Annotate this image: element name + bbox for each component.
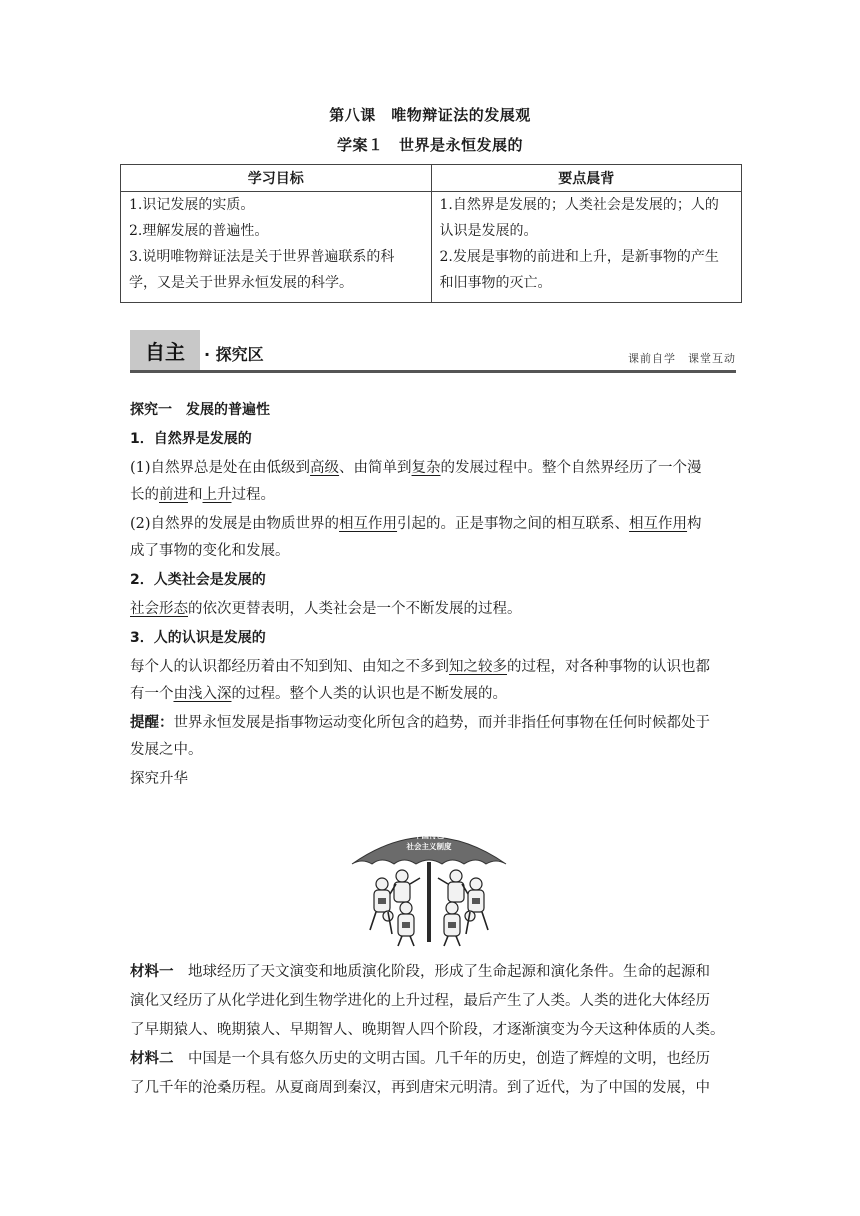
material-1-line — [130, 958, 736, 987]
banner-rule — [130, 370, 736, 373]
learning-goal-item: 2.理解发展的普遍性。 — [129, 223, 269, 239]
text: 和 — [188, 487, 203, 503]
banner-block-label: 自主 — [130, 330, 200, 370]
reminder — [130, 711, 736, 736]
underlined-answer: 相互作用 — [339, 516, 398, 532]
subsection-title-society: 2．人类社会是发展的 — [130, 572, 266, 588]
underlined-answer: 社会形态 — [130, 601, 188, 617]
text: 有一个 — [130, 686, 174, 702]
reminder-cont: 发展之中。 — [130, 742, 203, 758]
text: 长的 — [130, 487, 159, 503]
goals-table-row — [121, 192, 742, 303]
text: 过程。 — [231, 487, 275, 503]
reminder-text: 世界永恒发展是指事物运动变化所包含的趋势，而并非指任何事物在任何时候都处于 — [173, 715, 710, 731]
paragraph-nature-1 — [130, 456, 736, 481]
text: 的依次更替表明，人类社会是一个不断发展的过程。 — [188, 601, 522, 617]
key-points-cell — [431, 192, 742, 303]
lesson-title: 第八课 唯物辩证法的发展观 — [329, 106, 531, 124]
text: 地球经历了天文演变和地质演化阶段，形成了生命起源和演化条件。生命的起源和 — [173, 964, 710, 980]
text: 每个人的认识都经历着由不知到知、由知之不多到 — [130, 659, 449, 675]
case-title: 学案１ 世界是永恒发展的 — [336, 136, 523, 154]
text: 的发展过程中。整个自然界经历了一个漫 — [440, 460, 702, 476]
goals-table-header-row — [121, 165, 742, 192]
paragraph-cognition-cont — [130, 682, 736, 707]
learning-goals-cell — [121, 192, 432, 303]
underlined-answer: 高级 — [310, 460, 340, 476]
text: 、由简单到 — [339, 460, 412, 476]
subsection-title-cognition: 3．人的认识是发展的 — [130, 630, 266, 646]
underlined-answer: 复杂 — [411, 460, 441, 476]
learning-goal-item: 1.识记发展的实质。 — [129, 197, 255, 213]
paragraph-nature-2 — [130, 512, 736, 537]
material-1-line: 了早期猿人、晚期猿人、早期智人、晚期智人四个阶段，才逐渐演变为今天这种体质的人类。 — [130, 1022, 725, 1038]
text: 构 — [687, 516, 702, 532]
umbrella-text-line1: 中国特色 — [414, 831, 444, 840]
paragraph-nature-2-cont: 成了事物的变化和发展。 — [130, 543, 290, 559]
key-point-item: 认识是发展的。 — [439, 223, 538, 239]
umbrella-people-icon — [348, 818, 510, 950]
material-2-label: 材料二 — [130, 1051, 174, 1067]
upgrade-label: 探究升华 — [130, 771, 188, 787]
goals-header-keypoints: 要点晨背 — [431, 165, 742, 192]
underlined-answer: 由浅入深 — [173, 686, 232, 702]
banner-sub-label: · 探究区 — [204, 345, 264, 364]
text: 的过程，对各种事物的认识也都 — [507, 659, 710, 675]
subsection-title-nature: 1．自然界是发展的 — [130, 431, 252, 447]
material-2-line: 了几千年的沧桑历程。从夏商周到秦汉，再到唐宋元明清。到了近代，为了中国的发展，中 — [130, 1080, 710, 1096]
umbrella-text-line2: 社会主义制度 — [406, 842, 452, 851]
key-point-item: 和旧事物的灭亡。 — [439, 275, 552, 291]
section-heading: 探究一 发展的普遍性 — [130, 402, 270, 418]
paragraph-society — [130, 597, 736, 622]
text: 中国是一个具有悠久历史的文明古国。几千年的历史，创造了辉煌的文明，也经历 — [173, 1051, 710, 1067]
paragraph-cognition — [130, 655, 736, 680]
section-banner — [130, 330, 736, 374]
learning-goal-item: 学，又是关于世界永恒发展的科学。 — [129, 275, 353, 291]
text: 引起的。正是事物之间的相互联系、 — [397, 516, 630, 532]
paragraph-nature-1-cont — [130, 483, 736, 508]
reminder-label: 提醒： — [130, 715, 174, 731]
text: (2)自然界的发展是由物质世界的 — [130, 516, 340, 532]
material-1-line: 演化又经历了从化学进化到生物学进化的上升过程，最后产生了人类。人类的进化大体经历 — [130, 993, 710, 1009]
underlined-answer: 相互作用 — [629, 516, 688, 532]
goals-table — [120, 164, 742, 303]
underlined-answer: 前进 — [159, 487, 188, 503]
underlined-answer: 上升 — [202, 487, 232, 503]
section-body — [130, 398, 736, 792]
key-point-item: 1.自然界是发展的；人类社会是发展的；人的 — [439, 197, 719, 213]
underlined-answer: 知之较多 — [449, 659, 507, 675]
goals-header-learning: 学习目标 — [121, 165, 432, 192]
text: 的过程。整个人类的认识也是不断发展的。 — [231, 686, 507, 702]
banner-right-label: 课前自学 课堂互动 — [628, 352, 736, 365]
material-2-line — [130, 1045, 736, 1074]
key-point-item: 2.发展是事物的前进和上升，是新事物的产生 — [439, 249, 719, 265]
material-section — [130, 958, 736, 1103]
text: (1)自然界总是处在由低级到 — [130, 460, 311, 476]
material-1-label: 材料一 — [130, 964, 174, 980]
learning-goal-item: 3.说明唯物辩证法是关于世界普遍联系的科 — [129, 249, 395, 265]
